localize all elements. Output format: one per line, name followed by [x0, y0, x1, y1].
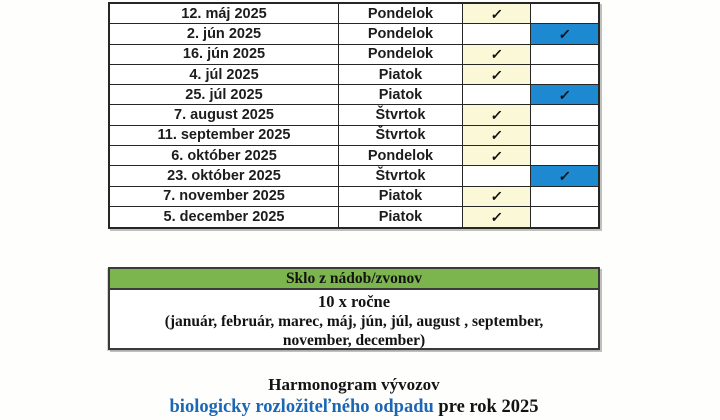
date-cell: 12. máj 2025 — [110, 4, 339, 23]
table-row — [110, 24, 598, 44]
checkmark-cell-regular — [463, 207, 531, 227]
checkmark-icon: ✓ — [557, 168, 572, 185]
glass-box-title: Sklo z nádob/zvonov — [110, 269, 598, 290]
checkmark-icon: ✓ — [489, 46, 504, 63]
day-cell: Štvrtok — [339, 105, 463, 124]
checkmark-cell-regular — [463, 187, 531, 206]
collection-schedule-table — [108, 2, 600, 229]
checkmark-cell-alternate — [531, 24, 598, 43]
checkmark-icon: ✓ — [489, 66, 504, 83]
checkmark-icon: ✓ — [489, 209, 504, 226]
day-cell: Pondelok — [339, 146, 463, 165]
date-cell: 16. jún 2025 — [110, 45, 339, 64]
checkmark-cell-alternate — [531, 166, 598, 185]
table-row — [110, 105, 598, 125]
checkmark-icon: ✓ — [557, 86, 572, 103]
checkmark-cell-regular — [463, 146, 531, 165]
table-row — [110, 207, 598, 227]
footer-title: Harmonogram vývozov — [268, 375, 440, 394]
day-cell: Štvrtok — [339, 126, 463, 145]
checkmark-cell-alternate — [531, 146, 598, 165]
day-cell: Piatok — [339, 65, 463, 84]
table-row — [110, 4, 598, 24]
checkmark-cell-regular — [463, 166, 531, 185]
day-cell: Pondelok — [339, 24, 463, 43]
checkmark-icon: ✓ — [489, 147, 504, 164]
glass-frequency: 10 x ročne — [317, 292, 391, 311]
checkmark-cell-alternate — [531, 126, 598, 145]
date-cell: 5. december 2025 — [110, 207, 339, 227]
checkmark-icon: ✓ — [489, 127, 504, 144]
checkmark-cell-regular — [463, 24, 531, 43]
date-cell: 25. júl 2025 — [110, 85, 339, 104]
checkmark-icon: ✓ — [489, 188, 504, 205]
day-cell: Štvrtok — [339, 166, 463, 185]
checkmark-cell-alternate — [531, 85, 598, 104]
table-row — [110, 45, 598, 65]
footer-subtitle — [108, 396, 600, 419]
checkmark-cell-alternate — [531, 65, 598, 84]
day-cell: Piatok — [339, 187, 463, 206]
checkmark-icon: ✓ — [489, 107, 504, 124]
glass-months-line2: november, december) — [282, 332, 426, 349]
date-cell: 7. november 2025 — [110, 187, 339, 206]
date-cell: 2. jún 2025 — [110, 24, 339, 43]
checkmark-cell-regular — [463, 105, 531, 124]
checkmark-cell-alternate — [531, 187, 598, 206]
table-row — [110, 126, 598, 146]
checkmark-cell-alternate — [531, 4, 598, 23]
day-cell: Pondelok — [339, 45, 463, 64]
table-row — [110, 65, 598, 85]
table-row — [110, 187, 598, 207]
checkmark-cell-regular — [463, 126, 531, 145]
checkmark-cell-regular — [463, 45, 531, 64]
glass-box-body — [110, 290, 598, 350]
date-cell: 7. august 2025 — [110, 105, 339, 124]
checkmark-cell-alternate — [531, 45, 598, 64]
checkmark-cell-alternate — [531, 105, 598, 124]
footer-subtitle-blue: biologicky rozložiteľného odpadu — [169, 397, 434, 417]
checkmark-cell-alternate — [531, 207, 598, 227]
checkmark-cell-regular — [463, 4, 531, 23]
day-cell: Piatok — [339, 85, 463, 104]
table-row — [110, 166, 598, 186]
checkmark-cell-regular — [463, 85, 531, 104]
checkmark-icon: ✓ — [489, 5, 504, 22]
checkmark-icon: ✓ — [557, 25, 572, 42]
glass-months-line1: (január, február, marec, máj, jún, júl, august , september, — [164, 313, 544, 330]
day-cell: Pondelok — [339, 4, 463, 23]
date-cell: 4. júl 2025 — [110, 65, 339, 84]
date-cell: 6. október 2025 — [110, 146, 339, 165]
table-row — [110, 146, 598, 166]
table-row — [110, 85, 598, 105]
day-cell: Piatok — [339, 207, 463, 227]
date-cell: 11. september 2025 — [110, 126, 339, 145]
footer-subtitle-black: pre rok 2025 — [433, 397, 539, 417]
date-cell: 23. október 2025 — [110, 166, 339, 185]
checkmark-cell-regular — [463, 65, 531, 84]
footer-heading — [108, 374, 600, 419]
glass-collection-box — [108, 267, 600, 350]
